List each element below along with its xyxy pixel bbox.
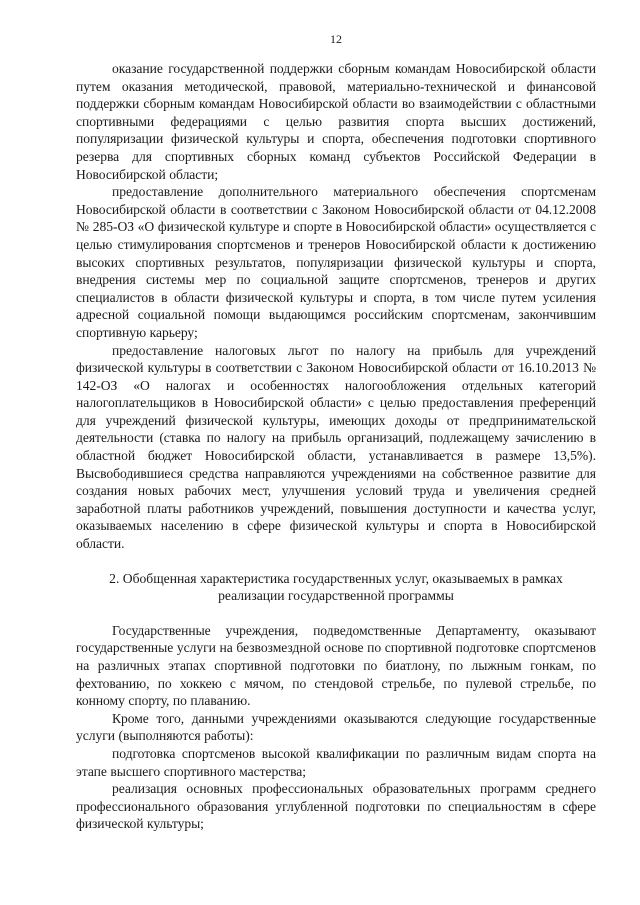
page-number: 12	[330, 32, 342, 46]
paragraph-athlete-training: подготовка спортсменов высокой квалификации по различным видам спорта на этапе высшего спортивного мастерства;	[76, 745, 596, 779]
paragraph-education-programs: реализация основных профессиональных образовательных программ среднего профессионального образования углубленной подготовки по специальностям в сфере физической культуры;	[76, 781, 596, 832]
paragraph-material-support: предоставление дополнительного материального обеспечения спортсменам Новосибирской области в соответствии с Законом Новосибирской области от 04.12.2008 № 285-ОЗ «О физической культуре и спорте в Новосибирской области» осуществляется с целью стимулирования спортсменов и тренеров Новосибирской области к достижению высоких спортивных результатов, популяризации физической культуры и спорта, внедрения системы мер по социальной защите спортсменов, тренеров и других специалистов в области физической культуры и спорта, в том числе путем усиления адресной социальной помощи выдающимся российским спортсменам, закончившим спортивную карьеру;	[76, 184, 596, 340]
section-heading	[76, 570, 596, 605]
section-heading-line-1: 2. Обобщенная характеристика государственных услуг, оказываемых в рамках	[109, 570, 563, 586]
paragraph-state-support: оказание государственной поддержки сборным командам Новосибирской области путем оказания методической, правовой, материально-технической и финансовой поддержки сборным командам Новосибирской области во взаимодействии с областными спортивными федерациями с целью развития спорта высших достижений, популяризации физической культуры и спорта, обеспечения подготовки спортивного резерва для спортивных сборных команд субъектов Российской Федерации в Новосибирской области;	[76, 61, 596, 182]
section-heading-line-2: реализации государственной программы	[218, 588, 454, 604]
paragraph-additional-services: Кроме того, данными учреждениями оказываются следующие государственные услуги (выполняются работы):	[76, 710, 596, 744]
paragraph-tax-benefits: предоставление налоговых льгот по налогу на прибыль для учреждений физической культуры в соответствии с Законом Новосибирской области от 16.10.2013 № 142-ОЗ «О налогах и особенностях налогообложения отдельных категорий налогоплательщиков в Новосибирской области» с целью предоставления преференций для учреждений физической культуры, имеющих доходы от предпринимательской деятельности (ставка по налогу на прибыль организаций, подлежащему зачислению в областной бюджет Новосибирской области, устанавливается в размере 13,5%). Высвободившиеся средства направляются учреждениями на собственное развитие для создания новых рабочих мест, улучшения условий труда и увеличения средней заработной платы работников учреждений, повышения доступности и качества услуг, оказываемых населению в сфере физической культуры и спорта в Новосибирской области.	[76, 342, 596, 552]
paragraph-state-institutions: Государственные учреждения, подведомственные Департаменту, оказывают государственные услуги на безвозмездной основе по спортивной подготовке спортсменов на различных этапах спортивной подготовки по биатлону, по лыжным гонкам, по фехтованию, по хоккею с мячом, по стендовой стрельбе, по пулевой стрельбе, по конному спорту, по плаванию.	[76, 622, 596, 709]
